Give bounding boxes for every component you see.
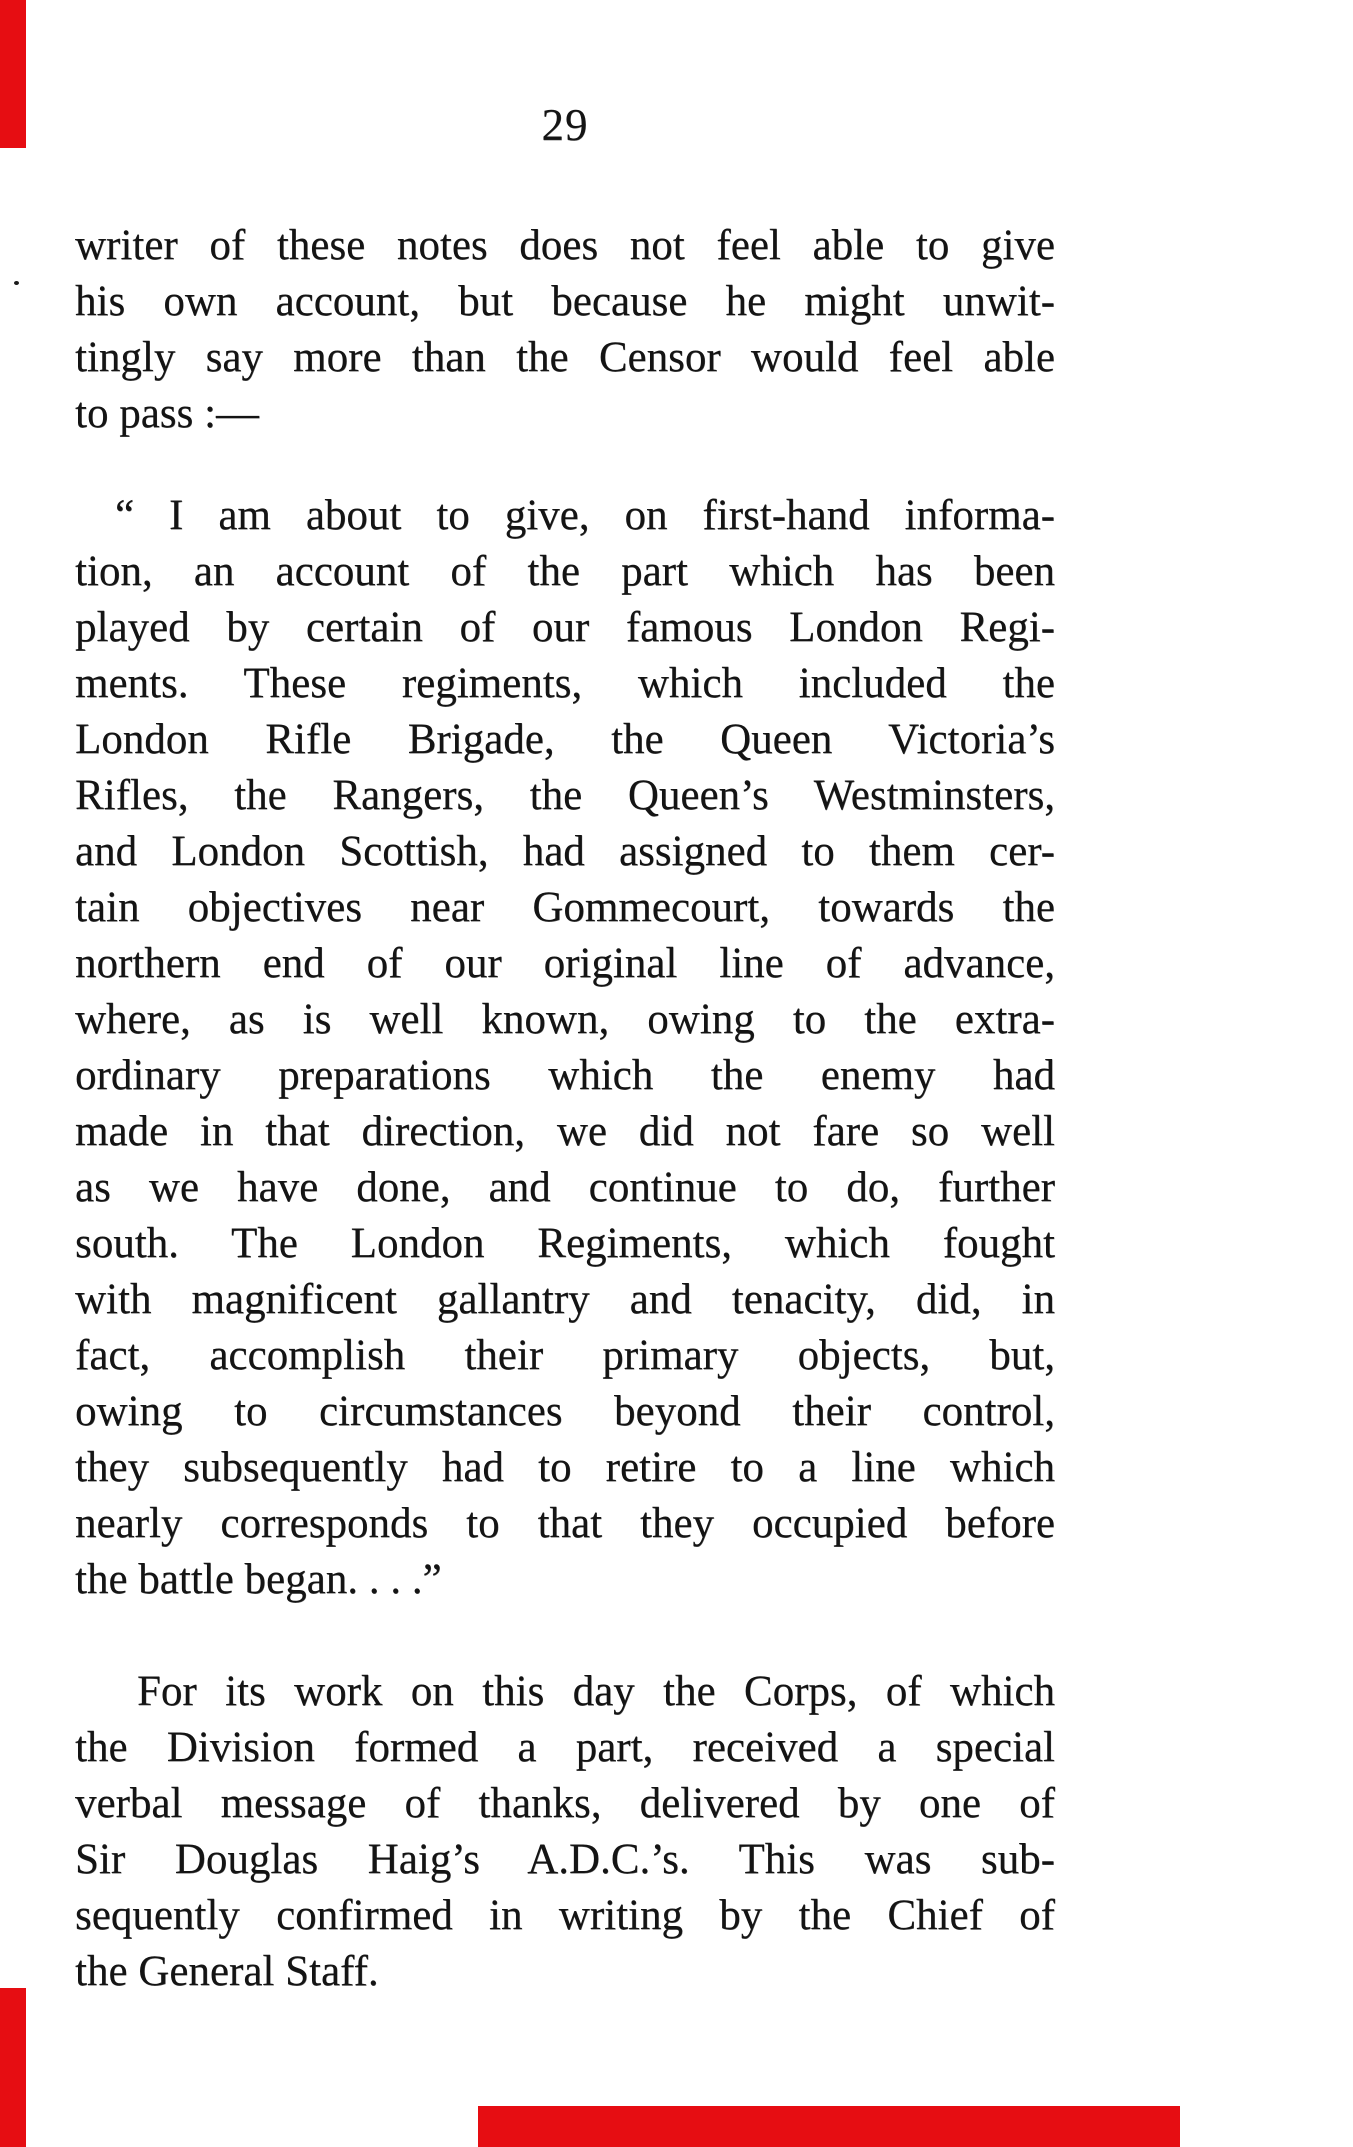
page-number: 29 [541,100,589,150]
text-line: the battle began. . . .” [75,1556,442,1603]
text-line: London Rifle Brigade, the Queen Victoria’s [75,716,1055,763]
text-line: sequently confirmed in writing by the Chief of [75,1892,1055,1939]
scan-edge-artifact-top-left [0,0,26,148]
text-line: ordinary preparations which the enemy had [75,1052,1055,1099]
text-line: Rifles, the Rangers, the Queen’s Westminsters, [75,772,1055,819]
text-line: where, as is well known, owing to the extra- [75,996,1055,1043]
text-line: verbal message of thanks, delivered by one of [75,1780,1055,1827]
text-line: the General Staff. [75,1948,379,1995]
text-line: fact, accomplish their primary objects, but, [75,1332,1055,1379]
ink-speck [14,281,19,285]
text-line: For its work on this day the Corps, of which [137,1668,1055,1715]
text-line: to pass :— [75,390,259,437]
paragraph [75,218,1055,442]
paragraph [75,1664,1055,2000]
text-line: writer of these notes does not feel able to give [75,222,1055,269]
paragraph [75,488,1055,1608]
text-line: made in that direction, we did not fare so well [75,1108,1055,1155]
text-line: and London Scottish, had assigned to them cer- [75,828,1055,875]
text-line: tain objectives near Gommecourt, towards the [75,884,1055,931]
text-line: nearly corresponds to that they occupied before [75,1500,1055,1547]
text-line: they subsequently had to retire to a line which [75,1444,1055,1491]
text-line: “ I am about to give, on first-hand informa- [115,492,1055,539]
text-line: with magnificent gallantry and tenacity, did, in [75,1276,1055,1323]
text-line: as we have done, and continue to do, further [75,1164,1055,1211]
text-line: played by certain of our famous London Regi- [75,604,1055,651]
text-block [75,218,1055,2000]
text-line: owing to circumstances beyond their control, [75,1388,1055,1435]
text-line: tion, an account of the part which has been [75,548,1055,595]
text-line: ments. These regiments, which included the [75,660,1055,707]
scan-edge-artifact-bottom-left [0,1988,26,2147]
text-line: his own account, but because he might unwit- [75,278,1055,325]
text-line: Sir Douglas Haig’s A.D.C.’s. This was sub- [75,1836,1055,1883]
text-line: south. The London Regiments, which fought [75,1220,1055,1267]
text-line: northern end of our original line of advance, [75,940,1055,987]
scan-edge-artifact-bottom [478,2106,1180,2147]
text-line: tingly say more than the Censor would feel able [75,334,1055,381]
text-line: the Division formed a part, received a special [75,1724,1055,1771]
